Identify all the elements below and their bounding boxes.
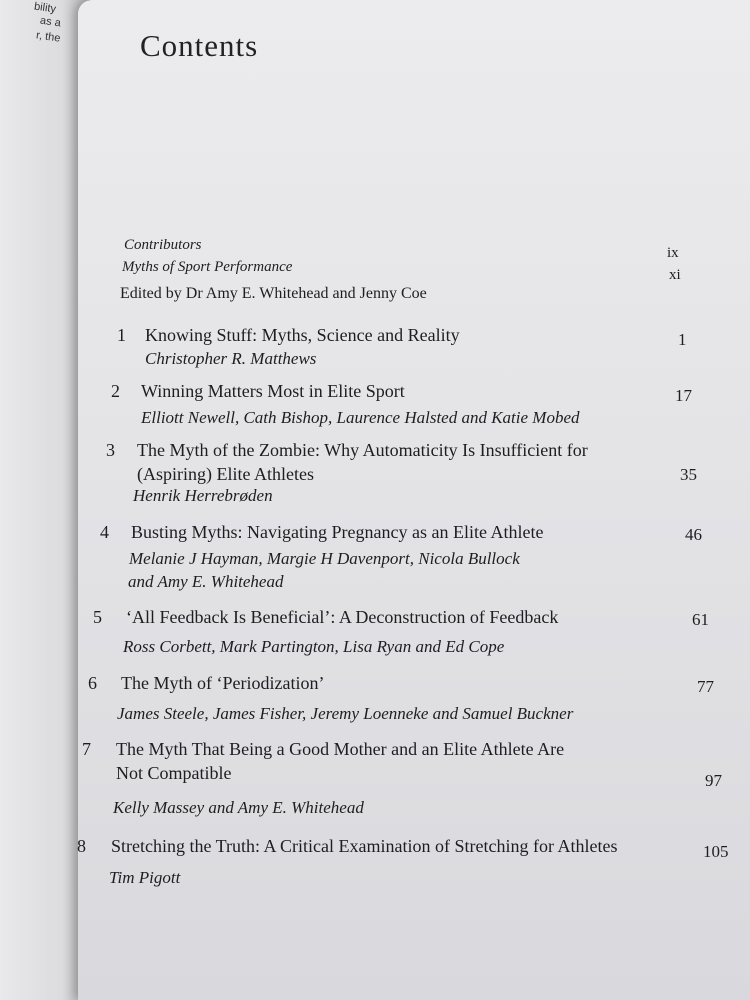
chapter-authors: Kelly Massey and Amy E. Whitehead: [113, 798, 364, 817]
front-matter-editors: Edited by Dr Amy E. Whitehead and Jenny Coe: [120, 285, 427, 302]
chapter-number: 4: [100, 522, 109, 542]
chapter-authors: Melanie J Hayman, Margie H Davenport, Nicola Bullock: [129, 549, 520, 568]
left-page-fragment: as a: [39, 14, 62, 30]
chapter-number: 8: [77, 836, 86, 856]
chapter-page-number: 1: [678, 330, 687, 349]
chapter-title: The Myth of the Zombie: Why Automaticity Is Insufficient for: [137, 440, 588, 460]
chapter-number: 7: [82, 739, 91, 759]
chapter-title: (Aspiring) Elite Athletes: [137, 464, 314, 484]
page-title: Contents: [140, 28, 259, 63]
chapter-page-number: 77: [697, 677, 714, 696]
front-matter-series-page: xi: [669, 267, 681, 283]
chapter-title: Knowing Stuff: Myths, Science and Reality: [145, 325, 460, 345]
chapter-number: 3: [106, 440, 115, 460]
chapter-page-number: 97: [705, 771, 722, 790]
chapter-number: 5: [93, 607, 102, 627]
chapter-title: Not Compatible: [116, 763, 232, 783]
left-page-fragment: bility: [33, 0, 57, 16]
chapter-page-number: 61: [692, 610, 709, 629]
chapter-number: 6: [88, 673, 97, 693]
front-matter-contributors-page: ix: [667, 245, 679, 261]
chapter-page-number: 46: [685, 525, 702, 544]
left-page-fragment: r, the: [35, 29, 62, 45]
chapter-title: ‘All Feedback Is Beneficial’: A Deconstruction of Feedback: [126, 607, 559, 627]
chapter-authors: and Amy E. Whitehead: [128, 572, 284, 591]
front-matter-series: Myths of Sport Performance: [122, 259, 293, 275]
chapter-authors: Tim Pigott: [109, 868, 181, 887]
chapter-title: The Myth That Being a Good Mother and an Elite Athlete Are: [116, 739, 565, 759]
chapter-title: Busting Myths: Navigating Pregnancy as an Elite Athlete: [131, 522, 544, 542]
left-page-edge: [0, 0, 88, 1000]
chapter-page-number: 17: [675, 386, 692, 405]
chapter-title: The Myth of ‘Periodization’: [121, 673, 325, 693]
chapter-title: Stretching the Truth: A Critical Examination of Stretching for Athletes: [111, 836, 618, 856]
chapter-number: 1: [117, 325, 126, 345]
chapter-authors: James Steele, James Fisher, Jeremy Loenneke and Samuel Buckner: [117, 704, 574, 723]
chapter-page-number: 35: [680, 465, 697, 484]
chapter-authors: Elliott Newell, Cath Bishop, Laurence Halsted and Katie Mobed: [141, 408, 580, 427]
chapter-number: 2: [111, 381, 120, 401]
chapter-authors: Ross Corbett, Mark Partington, Lisa Ryan and Ed Cope: [123, 637, 505, 656]
chapter-title: Winning Matters Most in Elite Sport: [141, 381, 405, 401]
chapter-page-number: 105: [703, 842, 729, 861]
chapter-authors: Christopher R. Matthews: [145, 349, 317, 368]
chapter-authors: Henrik Herrebrøden: [133, 486, 273, 505]
front-matter-contributors: Contributors: [124, 237, 202, 253]
